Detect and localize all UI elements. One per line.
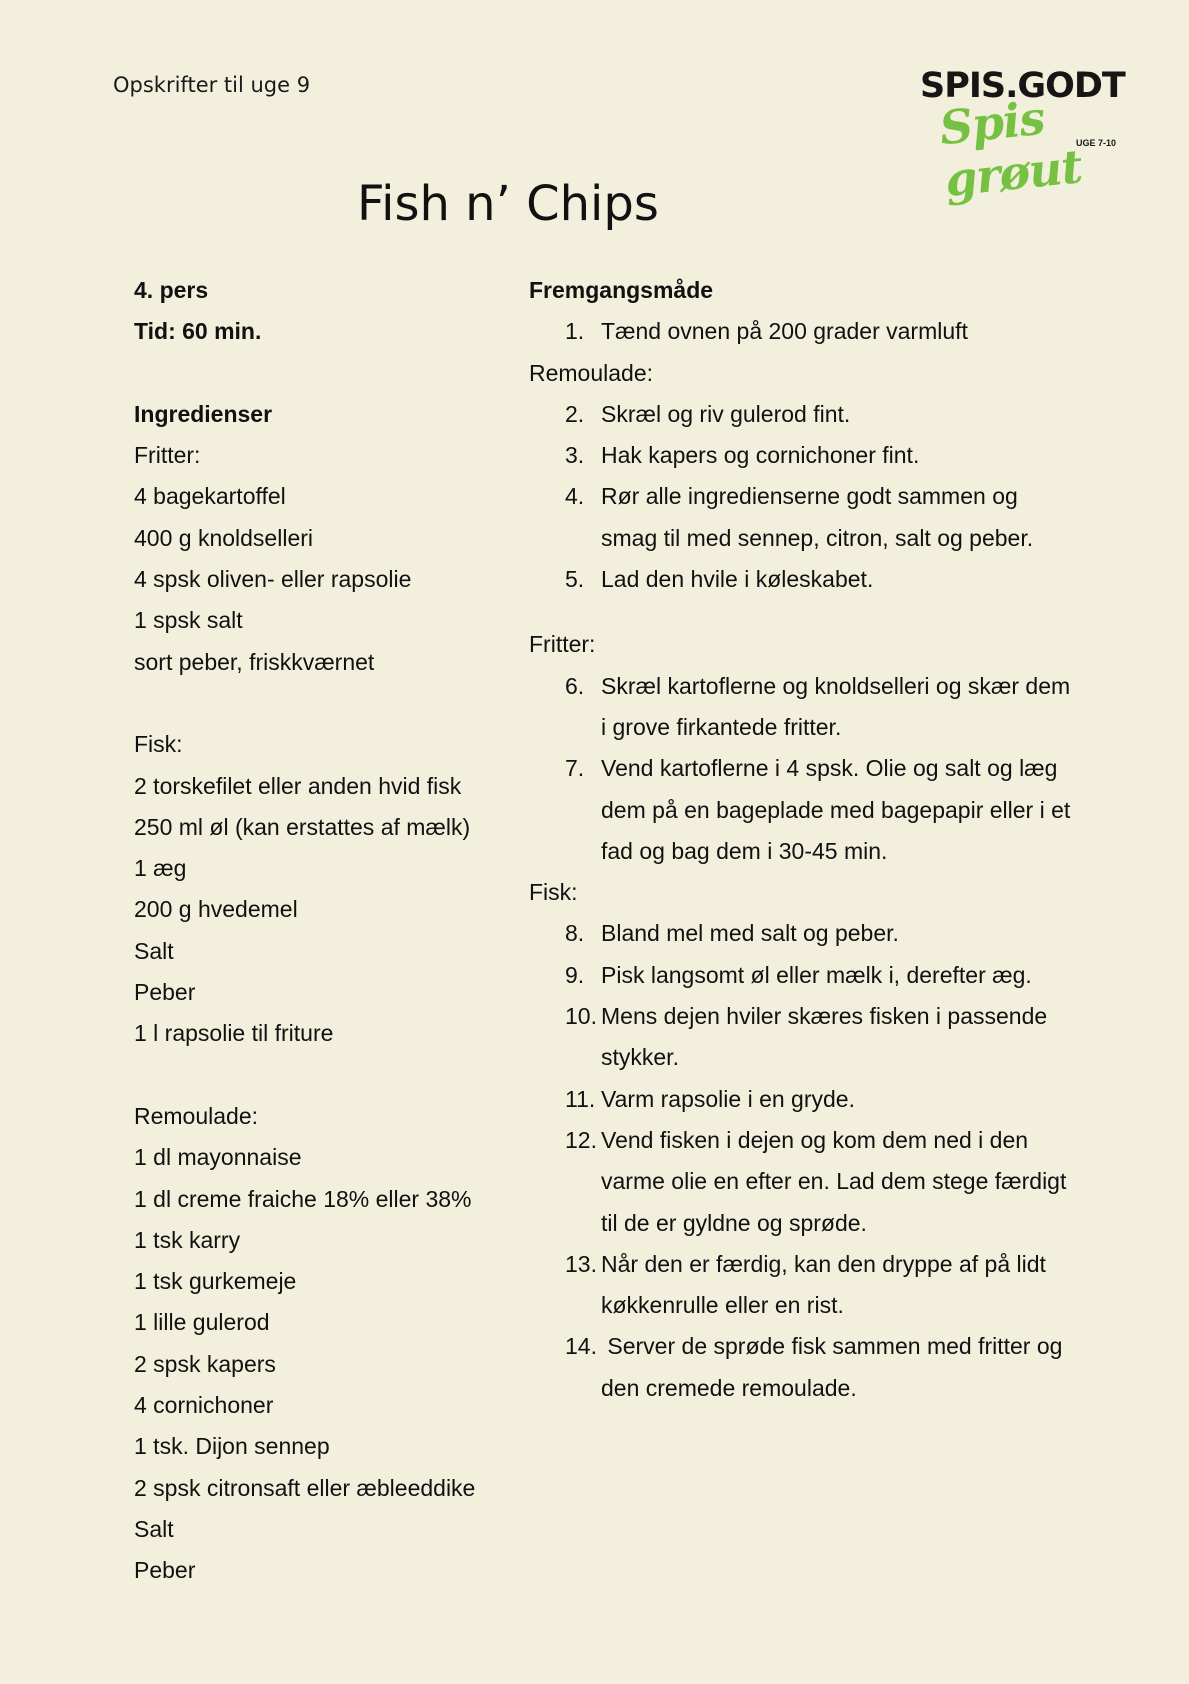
step-list-fisk	[529, 913, 1129, 1409]
logo-wordmark-script: Spis grøut	[937, 90, 1085, 208]
step-text-line: Server de sprøde fisk sammen med fritter og	[601, 1333, 1063, 1360]
step-list-intro	[529, 311, 1129, 352]
step-number: 7.	[565, 755, 585, 782]
method-step	[529, 1326, 1129, 1409]
step-number: 13.	[565, 1250, 597, 1277]
step-number: 4.	[565, 483, 585, 510]
logo-wordmark-top: SPIS.GODT	[920, 66, 1125, 106]
method-section-label: Remoulade:	[529, 359, 654, 386]
ingredient-item: 2 torskefilet eller anden hvid fisk	[134, 772, 462, 799]
method-section-label: Fritter:	[529, 631, 596, 658]
method-step	[529, 913, 1129, 954]
ingredient-item: 1 tsk. Dijon sennep	[134, 1433, 330, 1460]
method-heading: Fremgangsmåde	[529, 277, 714, 303]
step-text-line: varme olie en efter en. Lad dem stege færdigt	[601, 1168, 1067, 1195]
step-number: 12.	[565, 1126, 597, 1153]
step-number: 14.	[565, 1333, 597, 1360]
step-text-line: i grove firkantede fritter.	[601, 713, 842, 740]
step-text-line: fad og bag dem i 30-45 min.	[601, 837, 888, 864]
method-step	[529, 1244, 1129, 1327]
ingredient-item: 250 ml øl (kan erstattes af mælk)	[134, 813, 471, 840]
logo-week-label: UGE 7-10	[1076, 138, 1117, 148]
ingredient-list-fisk	[134, 766, 514, 1055]
method-step	[529, 996, 1129, 1079]
step-text-line: Vend fisken i dejen og kom dem ned i den	[601, 1126, 1029, 1153]
step-number: 1.	[565, 318, 585, 345]
step-text-line: Når den er færdig, kan den dryppe af på lidt	[601, 1250, 1046, 1277]
ingredient-list-fritter	[134, 476, 514, 682]
method-step	[529, 394, 1129, 435]
step-number: 9.	[565, 961, 585, 988]
step-text-line: Vend kartoflerne i 4 spsk. Olie og salt og læg	[601, 755, 1058, 782]
step-number: 6.	[565, 672, 585, 699]
step-text-line: Skræl og riv gulerod fint.	[601, 400, 851, 427]
ingredient-group-label: Fisk:	[134, 731, 183, 758]
step-text-line: Tænd ovnen på 200 grader varmluft	[601, 318, 968, 345]
method-step	[529, 748, 1129, 872]
ingredient-item: 2 spsk citronsaft eller æbleeddike	[134, 1474, 476, 1501]
ingredient-item: Salt	[134, 937, 174, 964]
step-number: 5.	[565, 566, 585, 593]
method-step	[529, 1120, 1129, 1244]
step-text-line: Rør alle ingredienserne godt sammen og	[601, 483, 1018, 510]
method-step	[529, 666, 1129, 749]
ingredient-item: 1 l rapsolie til friture	[134, 1020, 334, 1047]
ingredient-item: 1 dl mayonnaise	[134, 1144, 302, 1171]
step-text-line: Pisk langsomt øl eller mælk i, derefter æg.	[601, 961, 1032, 988]
document-header: Opskrifter til uge 9	[113, 73, 311, 97]
ingredient-item: 2 spsk kapers	[134, 1350, 276, 1377]
method-step	[529, 476, 1129, 559]
ingredient-item: Peber	[134, 1557, 196, 1584]
step-text-line: Bland mel med salt og peber.	[601, 920, 899, 947]
step-list-fritter	[529, 666, 1129, 872]
ingredient-item: 4 cornichoner	[134, 1392, 274, 1419]
step-text-line: Varm rapsolie i en gryde.	[601, 1085, 855, 1112]
step-text-line: stykker.	[601, 1044, 679, 1071]
method-section-label: Fisk:	[529, 879, 578, 906]
ingredient-item: 4 spsk oliven- eller rapsolie	[134, 566, 412, 593]
step-text-line: smag til med sennep, citron, salt og peber.	[601, 524, 1034, 551]
method-step	[529, 311, 1129, 352]
ingredient-item: sort peber, friskkværnet	[134, 648, 375, 675]
ingredient-list-remoulade	[134, 1137, 514, 1591]
step-text-line: til de er gyldne og sprøde.	[601, 1209, 867, 1236]
ingredient-item: 1 lille gulerod	[134, 1309, 270, 1336]
ingredient-item: 1 æg	[134, 855, 187, 882]
step-number: 8.	[565, 920, 585, 947]
ingredient-item: 4 bagekartoffel	[134, 483, 286, 510]
ingredient-item: 1 tsk gurkemeje	[134, 1268, 297, 1295]
method-step	[529, 559, 1129, 600]
method-step	[529, 1079, 1129, 1120]
method-column	[529, 270, 1129, 1409]
ingredient-item: 200 g hvedemel	[134, 896, 298, 923]
ingredient-item: 1 spsk salt	[134, 607, 243, 634]
step-number: 3.	[565, 442, 585, 469]
ingredient-item: 400 g knoldselleri	[134, 524, 314, 551]
servings: 4. pers	[134, 277, 209, 303]
step-list-remoulade	[529, 394, 1129, 600]
ingredient-item: 1 tsk karry	[134, 1226, 241, 1253]
ingredients-heading: Ingredienser	[134, 400, 273, 427]
step-number: 2.	[565, 400, 585, 427]
ingredient-group-label: Remoulade:	[134, 1102, 259, 1129]
ingredients-column	[134, 270, 514, 1592]
step-text-line: dem på en bageplade med bagepapir eller i et	[601, 796, 1071, 823]
step-text-line: Lad den hvile i køleskabet.	[601, 566, 874, 593]
ingredient-item: Salt	[134, 1515, 174, 1542]
step-number: 11.	[565, 1085, 596, 1112]
step-text-line: Hak kapers og cornichoner fint.	[601, 442, 920, 469]
spis-godt-logo	[918, 66, 1140, 208]
cook-time: Tid: 60 min.	[134, 318, 262, 345]
ingredient-group-label: Fritter:	[134, 442, 201, 469]
step-text-line: Skræl kartoflerne og knoldselleri og skær dem	[601, 672, 1071, 699]
step-text-line: den cremede remoulade.	[601, 1374, 857, 1401]
step-text-line: køkkenrulle eller en rist.	[601, 1292, 844, 1319]
ingredient-item: 1 dl creme fraiche 18% eller 38%	[134, 1185, 472, 1212]
step-text-line: Mens dejen hviler skæres fisken i passende	[601, 1003, 1048, 1030]
step-number: 10.	[565, 1003, 597, 1030]
recipe-title: Fish n’ Chips	[357, 176, 659, 232]
method-step	[529, 435, 1129, 476]
ingredient-item: Peber	[134, 979, 196, 1006]
method-step	[529, 955, 1129, 996]
